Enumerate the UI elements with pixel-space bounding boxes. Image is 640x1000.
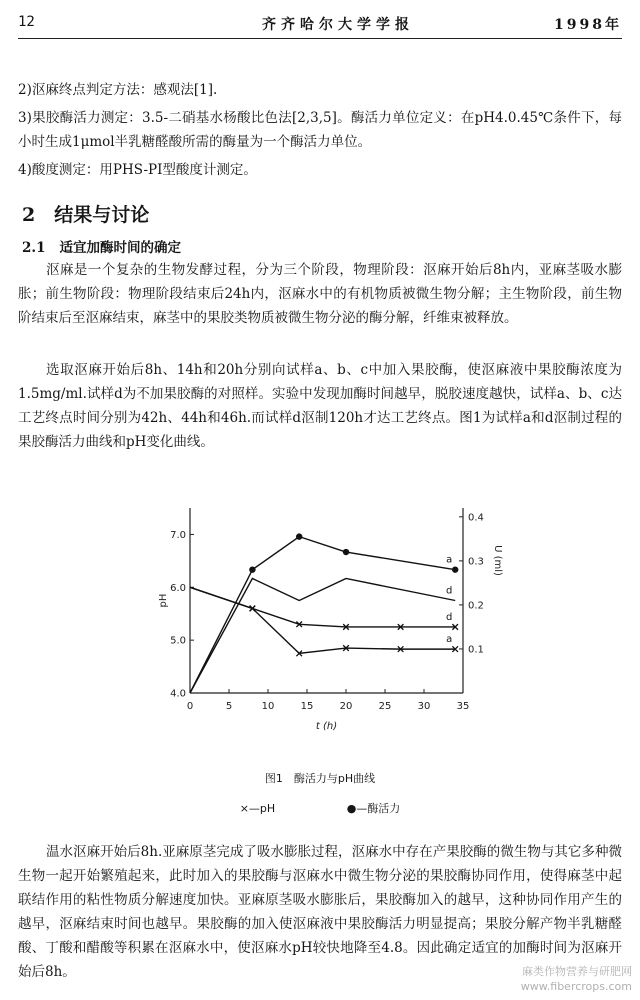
method-item-2: 2)沤麻终点判定方法：感观法[1]. <box>18 82 218 98</box>
section-heading: 2 结果与讨论 <box>22 204 150 226</box>
method-item-4: 4)酸度测定：用PHS-PI型酸度计测定。 <box>18 162 257 178</box>
activity-series-a-point <box>249 566 255 572</box>
figure-caption: 图1 酶活力与pH曲线 <box>264 772 376 785</box>
x-tick-label: 20 <box>339 701 353 712</box>
publication-year: 1998年 <box>554 17 622 33</box>
subsection-heading <box>22 236 181 256</box>
y-left-axis-label: pH <box>158 593 169 608</box>
x-tick-label: 5 <box>225 701 233 712</box>
page-number: 12 <box>18 14 35 30</box>
y-right-tick-label: 0.1 <box>468 644 484 656</box>
legend-activity: ●—酶活力 <box>346 802 401 815</box>
chart-svg <box>150 488 510 763</box>
y-right-tick-label: 0.3 <box>468 556 484 568</box>
y-left-tick-label: 4.0 <box>170 688 186 700</box>
y-right-tick-label: 0.4 <box>468 512 484 524</box>
watermark-line-1: 麻类作物营养与研肥网 <box>522 965 632 978</box>
ph-series-a-label: a <box>446 634 453 646</box>
watermark-line-2: www.fibercrops.com <box>520 980 632 993</box>
activity-series-a-label: a <box>446 554 453 566</box>
x-tick-label: 35 <box>456 701 470 712</box>
activity-series-a-point <box>296 533 302 539</box>
y-right-tick-label: 0.2 <box>468 600 484 612</box>
activity-series-a-point <box>452 566 458 572</box>
legend-ph: ×—pH <box>239 802 276 815</box>
x-axis-label: t (h) <box>315 721 338 732</box>
x-tick-label: 25 <box>378 701 392 712</box>
y-right-axis-label: U (ml) <box>492 545 503 576</box>
ph-series-d-label: d <box>446 611 453 623</box>
activity-series-a-line <box>190 537 455 693</box>
body-paragraph-3: 温水沤麻开始后8h.亚麻原茎完成了吸水膨胀过程，沤麻水中存在产果胶酶的微生物与其它多种微生物一起开始繁殖起来，此时加入的果胶酶与沤麻水中微生物分泌的果胶酶协同作用，使得麻茎中起联结作用的粘性物质分解速度加快。亚麻原茎吸水膨胀后，果胶酶加入的越早，这种协同作用产生的越早，沤麻结束时间也越早。果胶酶的加入使沤麻液中果胶酶活力明显提高；果胶分解产物半乳糖醛酸、丁酸和醋酸等积累在沤麻水中，使沤麻水pH较快地降至4.8。因此确定适宜的加酶时间为沤麻开始后8h。 <box>18 844 622 980</box>
site-watermark <box>521 964 632 994</box>
figure-legend <box>0 800 640 816</box>
subsection-title: 适宜加酶时间的确定 <box>59 240 181 256</box>
activity-series-a-point <box>343 549 349 555</box>
activity-series-d-label: d <box>446 585 453 597</box>
body-paragraph-2: 选取沤麻开始后8h、14h和20h分别向试样a、b、c中加入果胶酶，使沤麻液中果胶酶浓度为1.5mg/ml.试样d为不加果胶酶的对照样。实验中发现加酶时间越早，脱胶速度越快，试样a、b、c达工艺终点时间分别为42h、44h和46h.而试样d沤制120h才达工艺终点。图1为试样a和d沤制过程的果胶酶活力曲线和pH变化曲线。 <box>18 362 622 450</box>
y-left-tick-label: 7.0 <box>170 529 186 541</box>
figure-1 <box>150 488 510 763</box>
subsection-number: 2.1 <box>22 240 46 256</box>
journal-name: 齐齐哈尔大学学报 <box>262 17 414 33</box>
x-tick-label: 15 <box>300 701 314 712</box>
method-item-3: 3)果胶酶活力测定：3.5-二硝基水杨酸比色法[2,3,5]。酶活力单位定义：在pH4.0.45℃条件下，每小时生成1μmol半乳糖醛酸所需的酶量为一个酶活力单位。 <box>18 110 622 150</box>
activity-series-d-line <box>190 578 455 693</box>
x-tick-label: 0 <box>186 701 194 712</box>
body-paragraph-1: 沤麻是一个复杂的生物发酵过程，分为三个阶段，物理阶段：沤麻开始后8h内，亚麻茎吸水膨胀；前生物阶段：物理阶段结束后24h内，沤麻水中的有机物质被微生物分解；主生物阶段，前生物阶结束后至沤麻结束，麻茎中的果胶类物质被微生物分泌的酶分解，纤维束被释放。 <box>18 262 622 326</box>
y-left-tick-label: 5.0 <box>170 635 186 647</box>
x-tick-label: 10 <box>261 701 275 712</box>
y-left-tick-label: 6.0 <box>170 582 186 594</box>
x-tick-label: 30 <box>417 701 431 712</box>
running-header <box>18 12 622 39</box>
